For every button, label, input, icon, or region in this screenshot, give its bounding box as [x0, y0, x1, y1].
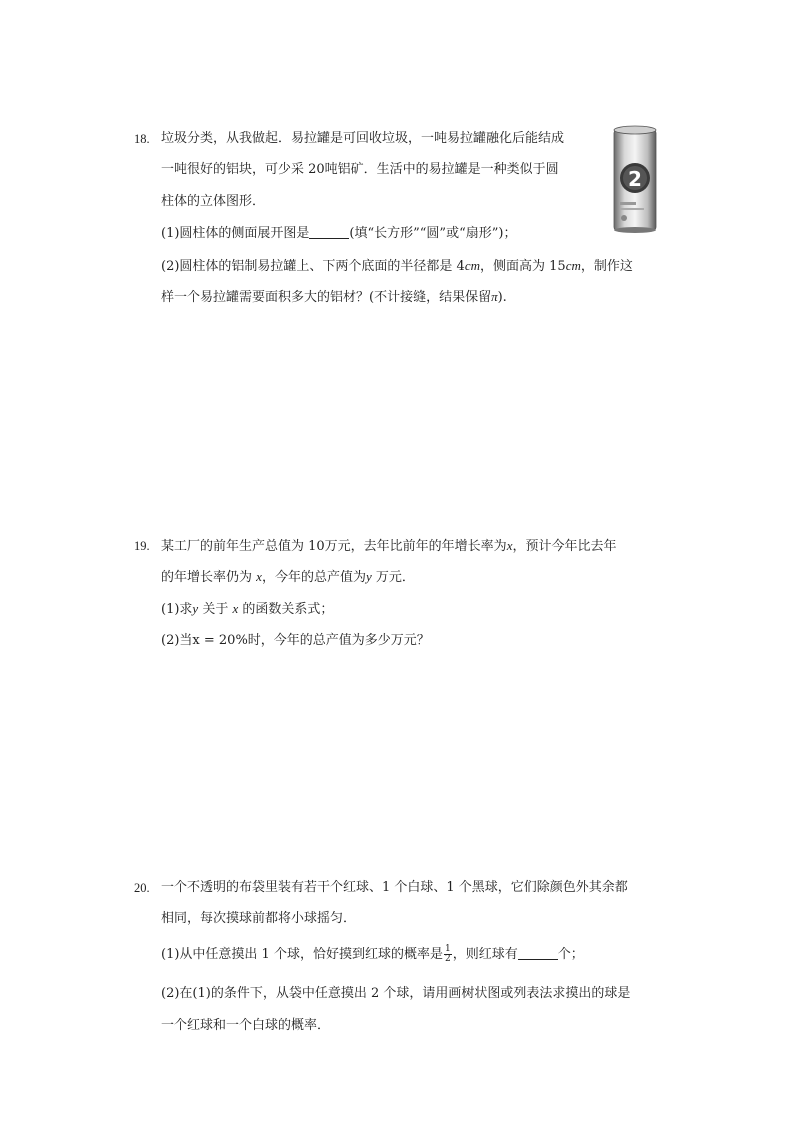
soda-can-image: [612, 124, 658, 234]
question-text-line: 垃圾分类，从我做起．易拉罐是可回收垃圾，一吨易拉罐融化后能结成: [161, 131, 565, 146]
answer-blank[interactable]: [518, 947, 558, 960]
sub-question-2-line-1: (2)在(1)的条件下，从袋中任意摸出 2 个球，请用画树状图或列表法求摸出的球是: [161, 986, 631, 1001]
answer-blank[interactable]: [309, 226, 349, 239]
question-number: 18.: [134, 132, 150, 146]
question-number: 19.: [134, 539, 150, 553]
sub-question-2: (2)当x = 20%时，今年的总产值为多少万元？: [161, 633, 430, 648]
question-number: 20.: [134, 881, 150, 895]
can-label: 2: [628, 167, 642, 191]
question-text-line: 一个不透明的布袋里装有若干个红球、1 个白球、1 个黑球，它们除颜色外其余都: [161, 880, 628, 895]
sub-question-1: (1)从中任意摸出 1 个球，恰好摸到红球的概率是 $\frac{1}{2}$ ，则红球有 个；: [161, 944, 584, 964]
question-text-line: 的年增长率仍为 x，今年的总产值为y 万元．: [161, 569, 415, 585]
sub-question-2-line-1: (2)圆柱体的铝制易拉罐上、下两个底面的半径都是 4cm，侧面高为 15cm，制作这: [161, 258, 633, 274]
sub-question-1: (1)求y 关于 x 的函数关系式；: [161, 601, 334, 617]
question-text-line: 相同，每次摸球前都将小球摇匀．: [161, 911, 357, 926]
question-text-line: 一吨很好的铝块，可少采 20吨铝矿．生活中的易拉罐是一种类似于圆: [161, 162, 559, 177]
sub-question-1: (1)圆柱体的侧面展开图是 (填“长方形”“圆”或“扇形”)；: [161, 226, 517, 241]
sub-question-2-line-2: 样一个易拉罐需要面积多大的铝材？(不计接缝，结果保留π).: [161, 289, 507, 305]
question-text-line: 柱体的立体图形．: [161, 194, 266, 209]
question-text-line: 某工厂的前年生产总值为 10万元，去年比前年的年增长率为x，预计今年比去年: [161, 538, 617, 554]
fraction: $\frac{1}{2}$: [444, 944, 451, 964]
sub-question-2-line-2: 一个红球和一个白球的概率．: [161, 1018, 331, 1033]
